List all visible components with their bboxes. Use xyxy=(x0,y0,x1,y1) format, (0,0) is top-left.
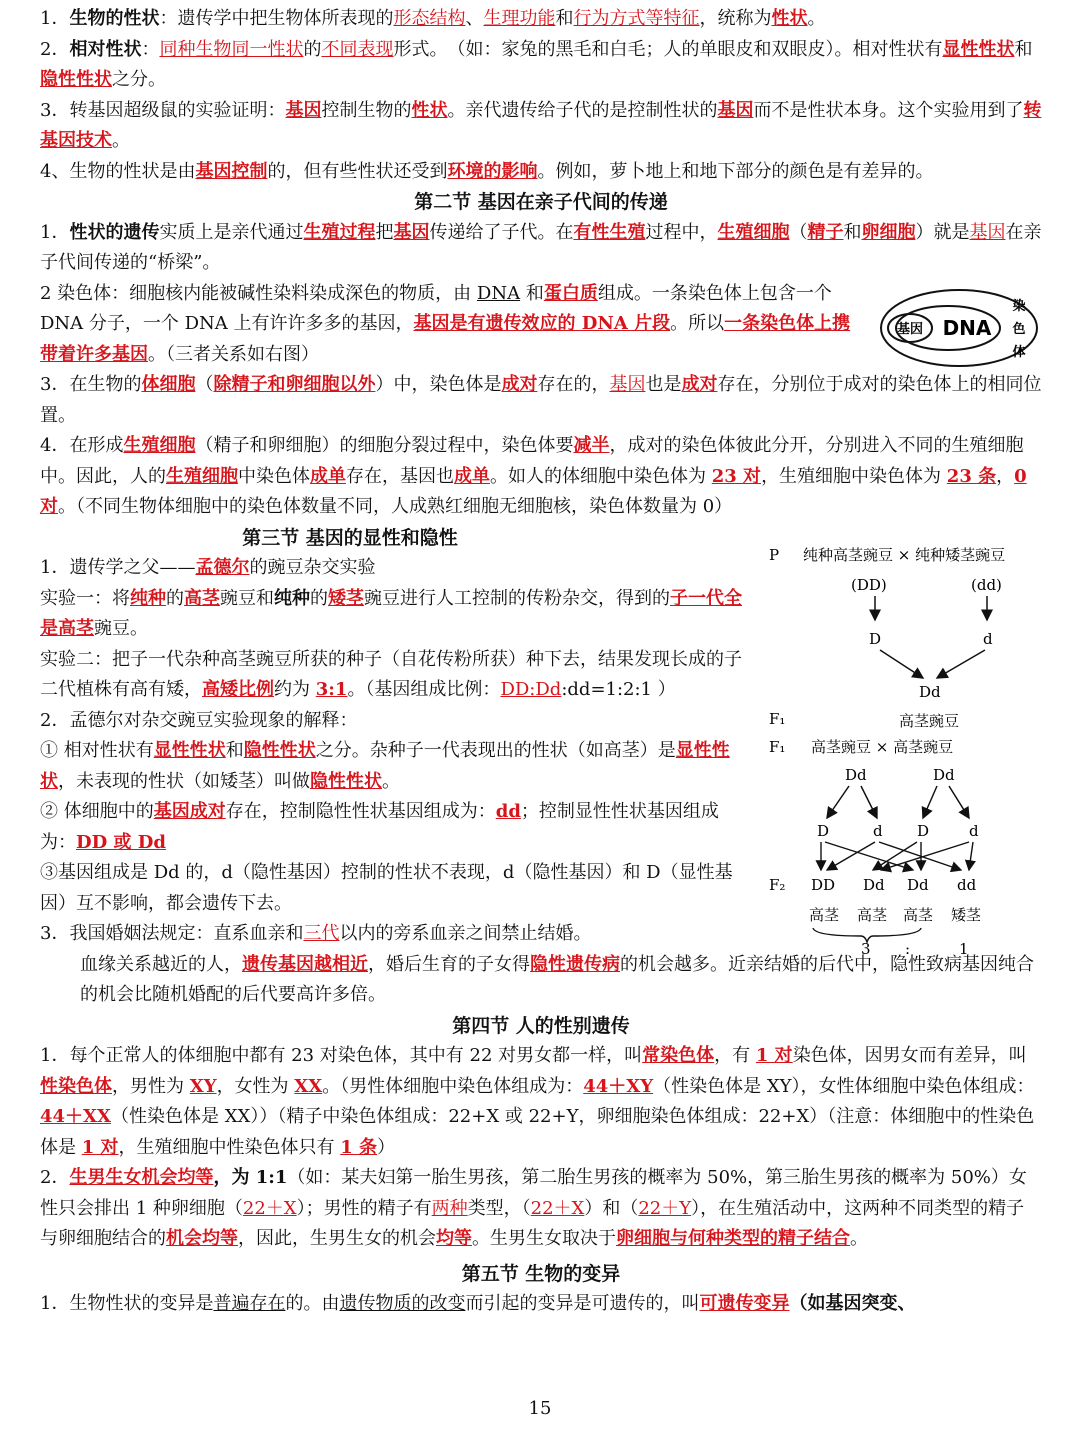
s5-para-1 xyxy=(40,1289,1042,1320)
text-run: 2． xyxy=(40,38,70,60)
text-run: ： xyxy=(141,38,160,60)
text-run: 1． xyxy=(40,8,70,29)
text-run: 。（男性体细胞中染色体组成为： xyxy=(322,1075,584,1097)
text-run: 存在的， xyxy=(537,374,610,395)
section-4-title: 第四节 人的性别遗传 xyxy=(452,1014,630,1037)
text-run: ，生殖细胞中染色体为 xyxy=(761,465,947,487)
text-run: ① 相对性状有 xyxy=(40,740,154,761)
highlighted-term: 0 对 xyxy=(40,465,1027,517)
text-run: 约为 xyxy=(274,679,316,700)
s2-para-3 xyxy=(40,370,1042,431)
para-3 xyxy=(40,96,1042,157)
text-run: 实质上是亲代通过 xyxy=(159,221,304,243)
highlighted-term: 成对 xyxy=(681,374,718,395)
highlighted-term: 基因控制 xyxy=(195,160,268,182)
text-run: ）就是 xyxy=(915,221,970,243)
text-run: 控制生物的 xyxy=(321,99,412,121)
cross-f1b-label: F₁ xyxy=(769,738,786,756)
mendel-cross-diagram xyxy=(765,540,1055,960)
page-number: 15 xyxy=(528,1398,552,1419)
highlighted-term: 1 对 xyxy=(755,1045,793,1066)
text-run: 的 xyxy=(166,587,184,609)
text-run: 的豌豆杂交实验 xyxy=(249,557,376,578)
text-run: ，统称为 xyxy=(699,8,772,29)
text-run: 的，但有些性状还受到 xyxy=(267,160,448,182)
text-run: 之分。 xyxy=(112,69,166,90)
highlighted-term: 不同表现 xyxy=(321,38,394,60)
cross-gamete-2: d xyxy=(983,630,993,648)
para-1 xyxy=(40,4,1042,35)
text-run: 形式。 （如：家兔的黑毛和白毛；人的单眼皮和双眼皮）。相对性状有 xyxy=(393,38,943,60)
highlighted-term: 均等 xyxy=(436,1228,472,1249)
text-run: （ xyxy=(195,374,214,395)
text-run: 在亲子代间传递的“桥梁”。 xyxy=(40,221,1042,273)
highlighted-term: 44＋XY xyxy=(583,1075,654,1097)
text-run: 血缘关系越近的人， xyxy=(80,953,242,975)
text-run: （性染色体是 XY），女性体细胞中染色体组成： xyxy=(653,1075,1035,1097)
cross-f2-trait-4: 矮茎 xyxy=(951,906,982,924)
s2-para-2 xyxy=(40,279,862,371)
highlighted-term: 隐性性状 xyxy=(40,69,112,90)
text-run: 。（不同生物体细胞中的染色体数量不同，人成熟红细胞无细胞核，染色体数量为 0） xyxy=(58,496,733,517)
cross-f1-cross: 高茎豌豆 × 高茎豌豆 xyxy=(811,738,954,756)
highlighted-term: DD:Dd xyxy=(500,679,562,700)
text-run: ） xyxy=(377,1136,396,1158)
highlighted-term: 22＋X xyxy=(242,1197,297,1219)
highlighted-term: 23 条 xyxy=(946,465,997,487)
text-run: 而引起的变异是可遗传的，叫 xyxy=(465,1293,700,1314)
highlighted-term: 除精子和卵细胞以外 xyxy=(213,374,376,395)
cross-f2-label: F₂ xyxy=(769,876,786,894)
highlighted-term: 可遗传变异 xyxy=(699,1293,790,1314)
s2-para-1 xyxy=(40,218,1042,279)
highlighted-term: 成对 xyxy=(501,374,538,395)
text-run: 。 xyxy=(112,130,130,151)
highlighted-term: 23 对 xyxy=(711,465,762,487)
highlighted-term: （如基因突变、 xyxy=(789,1293,916,1314)
text-run: ）；男性的精子有 xyxy=(296,1197,432,1219)
s3-para-4 xyxy=(40,706,750,737)
text-run: 。亲代遗传给子代的是控制性状的 xyxy=(447,99,718,121)
highlighted-term: 遗传基因越相近 xyxy=(242,953,368,975)
highlighted-term: 基因 xyxy=(969,221,1006,243)
cross-dd1: (DD) xyxy=(851,576,887,594)
text-run: 1． xyxy=(40,221,70,243)
highlighted-term: DD 或 Dd xyxy=(76,831,166,853)
text-run: 的 xyxy=(310,587,328,609)
highlighted-term: 3:1 xyxy=(315,679,348,700)
text-run: ）中，染色体是 xyxy=(375,374,502,395)
text-run: 的 xyxy=(303,38,322,60)
highlighted-term: 基因成对 xyxy=(153,801,226,822)
highlighted-term: 隐性性状 xyxy=(310,770,382,792)
highlighted-term: 基因 xyxy=(609,374,646,395)
cross-f2-genotype-2: Dd xyxy=(863,876,885,894)
text-run: 的。由 xyxy=(285,1293,340,1314)
highlighted-term: 卵细胞 xyxy=(861,221,916,243)
section-2-title: 第二节 基因在亲子代间的传递 xyxy=(414,191,668,213)
para-2 xyxy=(40,35,1042,96)
highlighted-term: 性染色体 xyxy=(40,1075,112,1097)
highlighted-term: 生理功能 xyxy=(483,8,556,29)
text-run: ，女性为 xyxy=(216,1075,295,1097)
highlighted-term: 高茎 xyxy=(184,587,220,609)
highlighted-term: 基因 xyxy=(393,221,430,243)
text-run: 染色体，因男女而有差异，叫 xyxy=(792,1045,1027,1066)
highlighted-term: 普遍存在 xyxy=(213,1293,286,1314)
highlighted-term: 蛋白质 xyxy=(543,282,598,304)
highlighted-term: 生殖细胞 xyxy=(123,435,196,456)
section-3-title: 第三节 基因的显性和隐性 xyxy=(242,526,458,549)
cross-f1-genotype: Dd xyxy=(919,683,941,701)
para-4 xyxy=(40,157,1042,188)
text-run: ；控制显性性状基因组成为： xyxy=(40,801,719,853)
text-run: 1．生物性状的变异是 xyxy=(40,1293,214,1314)
text-run: 2． xyxy=(40,1167,70,1188)
highlighted-term: 高矮比例 xyxy=(202,679,274,700)
highlighted-term: 显性性状 xyxy=(40,740,730,792)
cross-f1-label: F₁ xyxy=(769,710,786,728)
highlighted-term: 三代 xyxy=(303,923,340,944)
highlighted-term: 显性性状 xyxy=(153,740,226,761)
highlighted-term: 转基因技术 xyxy=(40,99,1042,151)
highlighted-term: 生殖细胞 xyxy=(717,221,790,243)
venn-chromo-2: 色 xyxy=(1012,322,1026,337)
text-run: 豌豆。 xyxy=(94,618,148,639)
text-run: 和 xyxy=(843,221,862,243)
highlighted-term: 生殖细胞 xyxy=(166,465,238,487)
text-run: ③基因组成是 Dd 的，d（隐性基因）控制的性状不表现，d（隐性基因）和 D（显性基因）互不影响，都会遗传下去。 xyxy=(40,862,733,914)
text-run: ， xyxy=(996,465,1015,487)
text-run: ，生殖细胞中性染色体只有 xyxy=(118,1136,341,1158)
cross-parent-b: Dd xyxy=(933,766,955,784)
text-run: 存在，分别位于成对的染色体上的相同位置。 xyxy=(40,374,1042,426)
s3-para-1 xyxy=(40,553,750,584)
text-run: 把 xyxy=(375,221,394,243)
text-run: ），在生殖活动中，这两种不同类型的精子与卵细胞结合的 xyxy=(40,1197,1025,1249)
text-run: 2 染色体：细胞核内能被碱性染料染成深色的物质，由 xyxy=(40,282,477,304)
text-run: 3．在生物的 xyxy=(40,374,142,395)
highlighted-term: 22＋Y xyxy=(638,1197,692,1219)
highlighted-term: DNA xyxy=(476,282,521,304)
highlighted-term: 环境的影响 xyxy=(447,160,538,182)
venn-chromo-1: 染 xyxy=(1012,299,1026,314)
gene-dna-chromosome-diagram xyxy=(878,287,1040,369)
text-run: 豌豆和 xyxy=(220,587,274,609)
highlighted-term: 性状的遗传 xyxy=(69,221,160,243)
text-run: ，有 xyxy=(714,1045,756,1066)
text-run: 传递给了子代。在 xyxy=(429,221,574,243)
text-run: 和 xyxy=(520,282,544,304)
text-run: 组成。一条染色体上包含一个 DNA 分子，一个 DNA 上有许许多多的基因， xyxy=(40,282,832,334)
highlighted-term: 子一代全是高茎 xyxy=(40,587,742,639)
highlighted-term: 形态结构 xyxy=(393,8,466,29)
text-run: （性染色体是 XX））（精子中染色体组成：22+X 或 22+Y，卵细胞染色体组成：22+X）（注意：体细胞中的性染色体是 xyxy=(40,1106,1035,1158)
text-run: 和 xyxy=(225,740,244,761)
text-run: :dd=1:2:1 ） xyxy=(561,679,676,700)
cross-f1-gamete-3: D xyxy=(917,822,930,840)
cross-gamete-1: D xyxy=(869,630,882,648)
highlighted-term: 精子 xyxy=(807,221,844,243)
text-run: 。如人的体细胞中染色体为 xyxy=(490,465,712,487)
s3-para-3 xyxy=(40,645,750,706)
cross-ratio-3: 3 xyxy=(861,940,871,958)
text-run: 实验一：将 xyxy=(40,587,130,609)
text-run: 。（基因组成比例： xyxy=(347,679,501,700)
highlighted-term: 基因是有遗传效应的 DNA 片段 xyxy=(413,313,671,334)
highlighted-term: 生物的性状 xyxy=(69,8,160,29)
text-run: 过程中， xyxy=(645,221,718,243)
text-run: 中染色体 xyxy=(238,465,310,487)
highlighted-term: 纯种 xyxy=(274,587,310,609)
text-run: （精子和卵细胞）的细胞分裂过程中，染色体要 xyxy=(195,435,574,456)
text-run: 。 xyxy=(807,8,826,29)
highlighted-term: 两种 xyxy=(431,1197,468,1219)
cross-parent-a: Dd xyxy=(845,766,867,784)
s3-para-5 xyxy=(40,736,750,797)
cross-f2-genotype-3: Dd xyxy=(907,876,929,894)
cross-f1-gamete-2: d xyxy=(873,822,883,840)
cross-f1-trait: 高茎豌豆 xyxy=(899,712,960,730)
cross-f1-gamete-1: D xyxy=(817,822,830,840)
highlighted-term: 44＋XX xyxy=(40,1106,111,1127)
text-run: 实验二：把子一代杂种高茎豌豆所获的种子（自花传粉所获）种下去，结果发现长成的子二代植株有高有矮， xyxy=(40,648,742,700)
highlighted-term: 孟德尔 xyxy=(195,557,250,578)
highlighted-term: 一条染色体上携带着许多基因 xyxy=(40,313,851,365)
highlighted-term: 体细胞 xyxy=(141,374,196,395)
text-run: 3．我国婚姻法规定：直系血亲和 xyxy=(40,923,304,944)
text-run: ：遗传学中把生物体所表现的 xyxy=(159,8,394,29)
highlighted-term: XX xyxy=(294,1075,323,1097)
text-run: 之分。杂种子一代表现出的性状（如高茎）是 xyxy=(315,740,676,761)
highlighted-term: 卵细胞与何种类型的精子结合 xyxy=(616,1228,850,1249)
highlighted-term: 减半 xyxy=(573,435,610,456)
text-run: ② 体细胞中的 xyxy=(40,801,154,822)
text-run: 1．每个正常人的体细胞中都有 23 对染色体，其中有 22 对男女都一样，叫 xyxy=(40,1045,643,1066)
cross-f2-trait-2: 高茎 xyxy=(857,906,888,924)
highlighted-term: XY xyxy=(189,1075,217,1097)
cross-parents: 纯种高茎豌豆 × 纯种矮茎豌豆 xyxy=(803,546,1006,564)
highlighted-term: 矮茎 xyxy=(328,587,364,609)
highlighted-term: 隐性遗传病 xyxy=(530,953,620,975)
s3-para-6 xyxy=(40,797,750,858)
highlighted-term: 纯种 xyxy=(130,587,166,609)
text-run: 4、生物的性状是由 xyxy=(40,160,196,182)
cross-dd2: (dd) xyxy=(971,576,1002,594)
text-run: 的机会越多。近亲结婚的后代中，隐性致病基因纯合的机会比随机婚配的后代要高许多倍。 xyxy=(80,953,1034,1005)
highlighted-term: 1 条 xyxy=(340,1136,378,1158)
highlighted-term: 同种生物同一性状 xyxy=(159,38,304,60)
cross-f2-genotype-4: dd xyxy=(957,876,977,894)
highlighted-term: 相对性状 xyxy=(69,38,142,60)
s4-para-2 xyxy=(40,1163,1042,1255)
section-5-title: 第五节 生物的变异 xyxy=(461,1262,621,1285)
text-run: 2．孟德尔对杂交豌豆实验现象的解释： xyxy=(40,709,358,731)
highlighted-term: 基因 xyxy=(285,99,322,121)
text-run: ，因此，生男生女的机会 xyxy=(238,1228,436,1249)
text-run: 以内的旁系血亲之间禁止结婚。 xyxy=(339,923,592,944)
text-run: 。所以 xyxy=(670,313,725,334)
cross-f2-trait-3: 高茎 xyxy=(903,906,934,924)
text-run: 而不是性状本身。这个实验用到了 xyxy=(753,99,1024,121)
highlighted-term: ，为 1:1 xyxy=(213,1167,288,1188)
highlighted-term: 性状 xyxy=(771,8,808,29)
s3-para-7 xyxy=(40,858,750,919)
text-run: ，婚后生育的子女得 xyxy=(368,953,530,975)
highlighted-term: 生殖过程 xyxy=(303,221,376,243)
text-run: ）和（ xyxy=(584,1197,639,1219)
text-run: 类型，（ xyxy=(467,1197,531,1219)
highlighted-term: dd xyxy=(495,801,521,822)
text-run: ，男性为 xyxy=(112,1075,190,1097)
text-run: 3．转基因超级鼠的实验证明： xyxy=(40,99,286,121)
text-run: 也是 xyxy=(645,374,682,395)
text-run: 豌豆进行人工控制的传粉杂交，得到的 xyxy=(364,587,670,609)
text-run: 4．在形成 xyxy=(40,435,124,456)
highlighted-term: 遗传物质的改变 xyxy=(339,1293,466,1314)
highlighted-term: 成单 xyxy=(310,465,346,487)
venn-chromo-3: 体 xyxy=(1012,345,1026,360)
text-run: ，未表现的性状（如矮茎）叫做 xyxy=(58,770,310,792)
cross-f1-gamete-4: d xyxy=(969,822,979,840)
highlighted-term: 有性生殖 xyxy=(573,221,646,243)
highlighted-term: 机会均等 xyxy=(166,1228,238,1249)
text-run: 和 xyxy=(1014,38,1033,60)
text-run: 。生男生女取决于 xyxy=(472,1228,616,1249)
venn-gene-label: 基因 xyxy=(896,322,924,337)
s3-para-2 xyxy=(40,584,750,645)
text-run: 。 xyxy=(850,1228,868,1249)
highlighted-term: 行为方式等特征 xyxy=(573,8,700,29)
text-run: ，成对的染色体彼此分开，分别进入不同的生殖细胞中。因此，人的 xyxy=(40,435,1024,487)
highlighted-term: 显性性状 xyxy=(942,38,1015,60)
s2-para-4 xyxy=(40,431,1042,523)
cross-f2-trait-1: 高茎 xyxy=(809,906,840,924)
text-run: 1．遗传学之父—— xyxy=(40,557,196,578)
highlighted-term: 常染色体 xyxy=(642,1045,715,1066)
text-run: 。 xyxy=(382,770,400,792)
text-run: （如：某夫妇第一胎生男孩，第二胎生男孩的概率为 50%，第三胎生男孩的概率为 50%）女性只会排出 1 种卵细胞（ xyxy=(40,1167,1027,1219)
text-run: 和 xyxy=(555,8,574,29)
text-run: 。（三者关系如右图） xyxy=(148,343,319,365)
highlighted-term: 生男生女机会均等 xyxy=(69,1167,214,1188)
cross-ratio-1: 1 xyxy=(959,940,969,958)
cross-ratio-colon: : xyxy=(905,940,911,958)
highlighted-term: 22＋X xyxy=(530,1197,585,1219)
cross-p-label: P xyxy=(769,546,780,564)
venn-dna-label: DNA xyxy=(942,316,992,340)
cross-f2-genotype-1: DD xyxy=(811,876,836,894)
highlighted-term: 基因 xyxy=(717,99,754,121)
text-run: 、 xyxy=(465,8,484,29)
highlighted-term: 1 对 xyxy=(81,1136,119,1158)
text-run: 。例如，萝卜地上和地下部分的颜色是有差异的。 xyxy=(537,160,934,182)
highlighted-term: 性状 xyxy=(411,99,448,121)
highlighted-term: 成单 xyxy=(454,465,490,487)
text-run: 存在，控制隐性性状基因组成为： xyxy=(225,801,496,822)
text-run: （ xyxy=(789,221,808,243)
text-run: 存在，基因也 xyxy=(346,465,454,487)
highlighted-term: 隐性性状 xyxy=(243,740,316,761)
s4-para-1 xyxy=(40,1041,1042,1163)
